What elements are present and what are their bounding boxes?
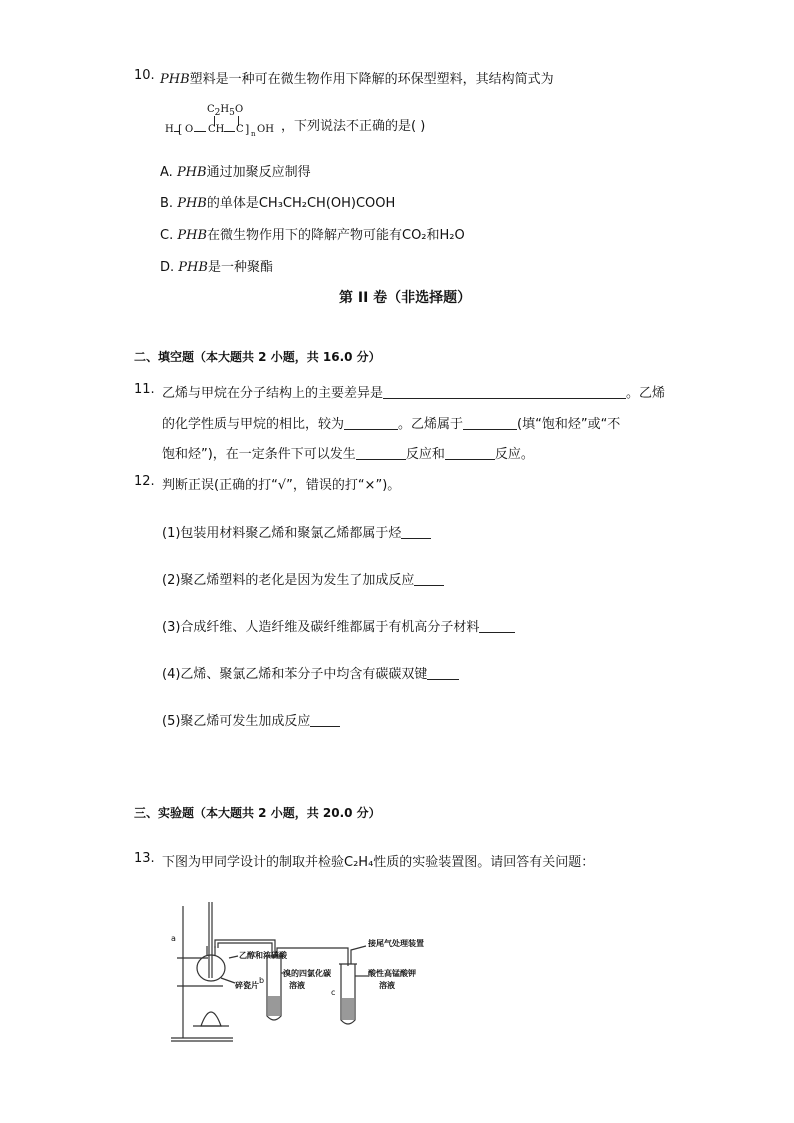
distilling-flask — [197, 955, 225, 981]
alcohol-lamp — [201, 1012, 221, 1026]
q13-stem: 下图为甲同学设计的制取并检验C₂H₄性质的实验装置图。请回答有关问题： — [162, 855, 595, 870]
q11-number: 11. — [134, 382, 155, 397]
formula-oh: OH — [257, 124, 274, 135]
q10-stem — [160, 68, 554, 87]
q13-number: 13. — [134, 851, 155, 866]
q12-blank-3[interactable] — [479, 619, 515, 633]
part2-title: 第 II 卷（非选择题） — [339, 290, 472, 306]
formula-bracket-left: [ — [178, 123, 183, 136]
q10-option-c: C. PHB在微生物作用下的降解产物可能有CO₂和H₂O — [160, 228, 465, 243]
q10-number: 10. — [134, 68, 155, 83]
q11-line2: 的化学性质与甲烷的相比，较为 。乙烯属于 (填“饱和烃”或“不 — [162, 417, 621, 432]
q10-option-b: B. PHB的单体是CH₃CH₂CH(OH)COOH — [160, 196, 396, 211]
q11-blank-3[interactable] — [463, 416, 517, 430]
label-b: b — [259, 976, 265, 985]
q12-stem: 判断正误(正确的打“√”，错误的打“×”)。 — [162, 478, 401, 493]
q12-number: 12. — [134, 474, 155, 489]
kmno4-solution-liquid — [342, 998, 354, 1020]
ccl4-solution-liquid — [268, 996, 280, 1016]
q10-phb: PHB — [160, 72, 190, 87]
q12-item-2: (2)聚乙烯塑料的老化是因为发生了加成反应 — [162, 569, 444, 588]
q11-line3: 饱和烃”)，在一定条件下可以发生 反应和 反应。 — [162, 447, 534, 462]
q10-option-d: D. PHB是一种聚酯 — [160, 260, 273, 275]
formula-c: C — [236, 124, 244, 135]
label-c: c — [331, 988, 336, 997]
label-bromine-ccl4-1: 溴的四氯化碳 — [283, 969, 331, 978]
formula-bracket-right: ] — [245, 123, 250, 136]
q10-stem-tail: ，下列说法不正确的是( ) — [281, 119, 426, 134]
q11-line1: 乙烯与甲烷在分子结构上的主要差异是 。乙烯 — [162, 386, 666, 401]
label-tail-gas: 接尾气处理装置 — [368, 939, 424, 948]
formula-bond-3 — [224, 131, 235, 132]
formula-o: O — [185, 124, 194, 135]
label-bromine-ccl4-2: 溶液 — [289, 981, 305, 990]
outlet-tube — [351, 946, 366, 964]
label-flask-contents: 乙醇和浓硫酸 — [239, 951, 287, 960]
q10-option-a: A. PHB通过加聚反应制得 — [160, 165, 311, 180]
phb-structural-formula — [165, 102, 280, 142]
section2-heading: 二、填空题（本大题共 2 小题，共 16.0 分） — [134, 350, 381, 364]
formula-bond-2 — [194, 131, 206, 132]
delivery-tube-2 — [277, 948, 348, 966]
q11-blank-5[interactable] — [445, 446, 495, 460]
experiment-apparatus-diagram — [163, 898, 463, 1048]
label-porcelain-chips: 碎瓷片 — [235, 981, 259, 990]
q12-item-5: (5)聚乙烯可发生加成反应 — [162, 710, 340, 729]
formula-o-top: O — [235, 104, 244, 115]
q11-blank-2[interactable] — [344, 416, 398, 430]
q12-blank-5[interactable] — [310, 713, 340, 727]
label-kmno4-2: 溶液 — [379, 981, 395, 990]
q12-item-4: (4)乙烯、聚氯乙烯和苯分子中均含有碳碳双键 — [162, 663, 459, 682]
formula-h: H — [165, 124, 174, 135]
formula-n: n — [251, 130, 256, 138]
q12-item-3: (3)合成纤维、人造纤维及碳纤维都属于有机高分子材料 — [162, 616, 515, 635]
label-a: a — [171, 934, 176, 943]
formula-ch: CH — [208, 124, 225, 135]
q12-item-1: (1)包装用材料聚乙烯和聚氯乙烯都属于烃 — [162, 522, 431, 541]
formula-c2h5: C2H5 — [207, 104, 235, 118]
section3-heading: 三、实验题（本大题共 2 小题，共 20.0 分） — [134, 806, 381, 820]
q11-blank-1[interactable] — [383, 385, 626, 399]
label-kmno4-1: 酸性高锰酸钾 — [368, 969, 416, 978]
q12-blank-2[interactable] — [414, 572, 444, 586]
q12-blank-4[interactable] — [427, 666, 459, 680]
q12-blank-1[interactable] — [401, 525, 431, 539]
q10-stem-text: 塑料是一种可在微生物作用下降解的环保型塑料，其结构简式为 — [189, 72, 554, 87]
q11-blank-4[interactable] — [356, 446, 406, 460]
